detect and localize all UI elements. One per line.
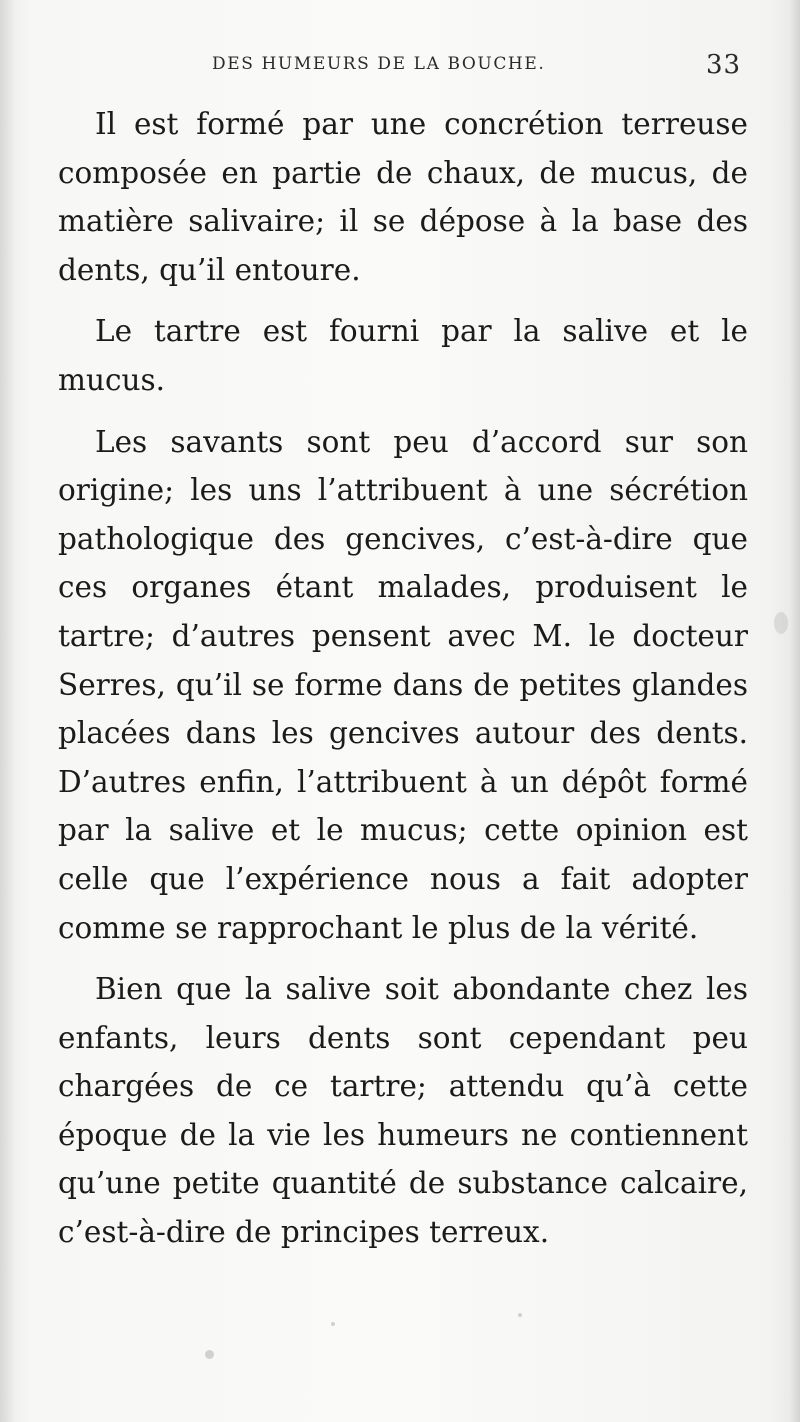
page-gutter-shadow bbox=[0, 0, 14, 1422]
paragraph: Bien que la salive soit abondante chez les enfants, leurs dents sont cependant peu chargées de ce tartre; attendu qu’à cette époque de la vie les humeurs ne contiennent qu’une petite quantité de substance calcaire, c’est-à-dire de principes terreux. bbox=[58, 972, 748, 1250]
paragraph: Il est formé par une concrétion terreuse composée en partie de chaux, de mucus, de matière salivaire; il se dépose à la base des dents, qu’il entoure. bbox=[58, 107, 748, 287]
paragraph: Le tartre est fourni par la salive et le mucus. bbox=[58, 314, 748, 397]
running-title: DES HUMEURS DE LA BOUCHE. bbox=[212, 54, 546, 74]
body-text bbox=[58, 100, 748, 1257]
paragraph: Les savants sont peu d’accord sur son origine; les uns l’attribuent à une sécrétion pathologique des gencives, c’est-à-dire que ces organes étant malades, produisent le tartre; d’autres pensent avec M. le docteur Serres, qu’il se forme dans de petites glandes placées dans les gencives autour des dents. D’autres enfin, l’attribuent à un dépôt formé par la salive et le mucus; cette opinion est celle que l’expérience nous a fait adopter comme se rapprochant le plus de la vérité. bbox=[58, 424, 748, 945]
paper-speck bbox=[774, 612, 788, 634]
page-number: 33 bbox=[706, 50, 742, 80]
page-edge-shadow bbox=[790, 0, 800, 1422]
paper-speck bbox=[205, 1350, 214, 1359]
paper-speck bbox=[518, 1313, 522, 1317]
running-head bbox=[0, 50, 800, 84]
paper-speck bbox=[331, 1322, 335, 1326]
